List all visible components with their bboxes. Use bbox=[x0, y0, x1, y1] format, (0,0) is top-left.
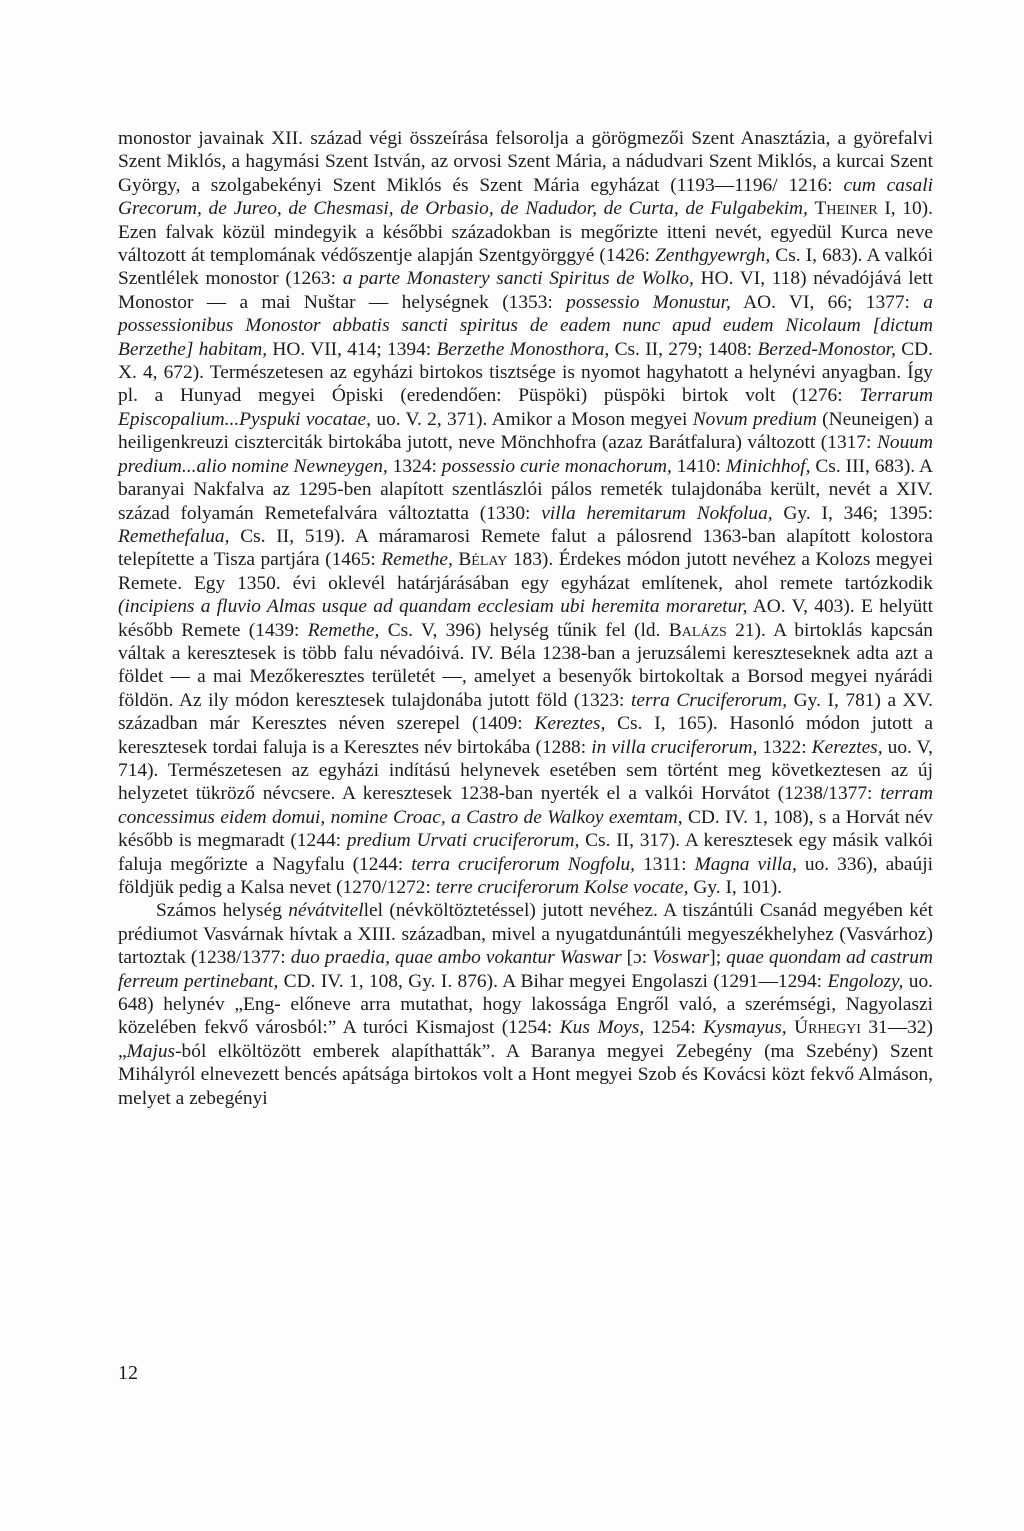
italic-text: Kereztes, bbox=[534, 713, 606, 735]
text-run: (Neuneigen) a heiligenkreuzi ciszterciták birtokába jutott, neve Mönchhofra (azaz Barátfalura) változott (1317: bbox=[118, 408, 933, 454]
text-run: 1322: bbox=[757, 736, 812, 758]
italic-text: predium Urvati cruciferorum, bbox=[346, 830, 580, 852]
text-run: 1254: bbox=[644, 1017, 704, 1039]
text-run: Cs. I, 165). Hasonló módon jutott a keresztesek tordai faluja is a Keresztes név birtokába (1288: bbox=[118, 713, 933, 758]
text-run: ]; bbox=[709, 947, 727, 969]
text-run: Cs. V, 396) helység tűnik fel (ld. bbox=[379, 619, 669, 641]
italic-text: Remethe, bbox=[381, 549, 453, 571]
paragraph bbox=[118, 899, 933, 1110]
text-run: CD. X. 4, 672). Természetesen az egyházi birtokos tisztsége is nyomot hagyhatott a helynévi anyagban. Így pl. a Hunyad megyei Ópiski (eredendően: Püspöki) püspöki birtok volt (1276: bbox=[118, 338, 934, 407]
italic-text: Berzed-Monostor, bbox=[757, 338, 896, 360]
text-run: uo. 648) helynév „Eng- előneve arra mutathat, hogy lakossága Engről való, a szerémségi, Nagyolaszi közelében fekvő városból:” A turóci Kismajost (1254: bbox=[118, 970, 933, 1039]
text-run: Cs. I, 683). A valkói Szentlélek monostor (1263: bbox=[118, 245, 934, 290]
text-run: 183). Érdekes módon jutott nevéhez a Kolozs megyei Remete. Egy 1350. évi oklevél határjárásában egy egyházat említenek, ahol remete tartózkodik bbox=[118, 549, 933, 594]
italic-text: Terrarum Episcopalium...Pyspuki vocatae, bbox=[118, 385, 933, 430]
italic-text: villa heremitarum Nokfolua, bbox=[541, 502, 773, 524]
italic-text: a parte Monastery sancti Spiritus de Wolko, bbox=[342, 268, 694, 290]
italic-text: terra cruciferorum Nogfolu, bbox=[411, 853, 636, 875]
italic-text: duo praedia, quae ambo vokantur Waswar bbox=[290, 947, 622, 969]
italic-text: cum casali Grecorum, de Jureo, de Chesmasi, de Orbasio, de Nadudor, de Curta, de Fulgabekim, bbox=[118, 174, 933, 220]
text-run: CD. IV. 1, 108, Gy. I. 876). A Bihar megyei Engolaszi (1291—1294: bbox=[278, 970, 828, 992]
italic-text: in villa cruciferorum, bbox=[591, 736, 758, 758]
italic-text: terram concessimus eidem domui, nomine Croac, a Castro de Walkoy exemtam, bbox=[118, 783, 933, 828]
text-run: uo. V, 714). Természetesen az egyházi indítású helynevek esetében sem történt meg következtesen az új helyzetet tükröző névcsere. A keresztesek 1238-ban nyerték el a valkói Horvátot (1238/1377: bbox=[118, 736, 933, 805]
text-run: [ɔ: bbox=[621, 947, 653, 969]
text-run: Gy. I, 346; 1395: bbox=[772, 502, 933, 524]
italic-text: terre cruciferorum Kolse vocate, bbox=[435, 877, 689, 898]
text-run: 1324: bbox=[387, 455, 442, 477]
text-run: CD. IV. 1, 108), s a Horvát név később is megmaradt (1244: bbox=[118, 806, 933, 852]
small-caps-text: Theiner bbox=[814, 198, 878, 220]
italic-text: Minichhof, bbox=[725, 455, 811, 477]
italic-text: a possessionibus Monostor abbatis sancti spiritus de eadem nunc apud eudem Nicolaum [dictum Berzethe] habitam, bbox=[118, 291, 933, 360]
small-caps-text: Bélay bbox=[458, 549, 508, 571]
italic-text: Remethe, bbox=[307, 619, 380, 641]
italic-text: Voswar bbox=[652, 947, 710, 969]
italic-text: quae quondam ad castrum ferreum pertinebant, bbox=[118, 947, 934, 992]
italic-text: Remethefalua, bbox=[118, 525, 230, 547]
text-run: uo. 336), abaúji földjük pedig a Kalsa nevet (1270/1272: bbox=[118, 853, 933, 898]
text-run: lel (névköltöztetéssel) jutott nevéhez. A tiszántúli Csanád megyében két prédiumot Vasvárnak hívtak a XIII. században, mivel a nyugatdunántúli megyeszékhelyhez (Vasvárhoz) tartoztak (1238/1377: bbox=[118, 900, 933, 969]
text-run: Cs. II, 519). A máramarosi Remete falut a pálosrend 1363-ban alapított kolostora telepítette a Tisza partjára (1465: bbox=[118, 525, 933, 571]
text-run: AO. VI, 66; 1377: bbox=[730, 291, 924, 313]
italic-text: Zenthgyewrgh, bbox=[655, 245, 771, 267]
italic-text: possessio Monustur, bbox=[566, 291, 731, 313]
body-text bbox=[118, 127, 933, 1110]
small-caps-text: Úrhegyi bbox=[794, 1017, 861, 1039]
small-caps-text: Balázs bbox=[668, 619, 727, 641]
italic-text: Kus Moys, bbox=[559, 1017, 645, 1039]
italic-text: possessio curie monachorum, bbox=[441, 455, 672, 477]
italic-text: Engolozy, bbox=[827, 970, 904, 992]
text-run: Gy. I, 101). bbox=[688, 877, 782, 898]
italic-text: Majus bbox=[126, 1040, 176, 1062]
text-run: AO. V, 403). E helyütt később Remete (1439: bbox=[118, 596, 933, 641]
italic-text: Kereztes, bbox=[811, 736, 883, 758]
text-run: Számos helység bbox=[156, 900, 289, 922]
italic-text: Kysmayus, bbox=[703, 1017, 787, 1039]
text-run: Cs. II, 317). A keresztesek egy másik valkói faluja megőrizte a Nagyfalu (1244: bbox=[118, 830, 933, 875]
text-run bbox=[787, 1017, 794, 1038]
text-run: Gy. I, 781) a XV. században már Keresztes néven szerepel (1409: bbox=[118, 689, 933, 735]
text-run: monostor javainak XII. század végi összeírása felsorolja a görögmezői Szent Anasztázia, a györefalvi Szent Miklós, a hagymási Szent István, az orvosi Szent Mária, a nádudvari Szent Miklós, a kurcai Szent György, a szolgabekényi Szent Miklós és Szent Mária egyházat (1193—1196/ 1216: bbox=[118, 128, 933, 196]
italic-text: (incipiens a fluvio Almas usque ad quandam ecclesiam ubi heremita moraretur, bbox=[118, 596, 748, 618]
page-number: 12 bbox=[118, 1362, 138, 1384]
italic-text: Nouum predium...alio nomine Newneygen, bbox=[118, 432, 933, 477]
italic-text: terra Cruciferorum, bbox=[630, 689, 788, 711]
italic-text: Magna villa, bbox=[694, 853, 797, 875]
text-run: HO. VI, 118) névadójává lett Monostor — a mai Nuštar — helységnek (1353: bbox=[118, 268, 933, 313]
text-run: 21). A birtoklás kapcsán váltak a keresztesek is több falu névadóivá. IV. Béla 1238-ban a jeruzsálemi kereszteseknek adta azt a földet — a mai Mezőkeresztes területét —, amelyet a besenyők birtokoltak a Borsod megyei nyárádi földön. Az ily módon keresztesek tulajdonába jutott föld (1323: bbox=[118, 619, 933, 711]
italic-text: Berzethe Monosthora, bbox=[436, 338, 610, 360]
text-run: I, 10). Ezen falvak közül mindegyik a későbbi századokban is megőrizte itteni nevét, egyedül Kurca neve változott át templomának védőszentje alapján Szentgyörggyé (1426: bbox=[118, 198, 933, 267]
text-run: Cs. III, 683). A baranyai Nakfalva az 1295-ben alapított szentlászlói pálos remeték tulajdonába került, nevét a XIV. század folyamán Remetefalvára változtatta (1330: bbox=[118, 455, 933, 524]
text-run: HO. VII, 414; 1394: bbox=[267, 338, 437, 360]
italic-text: Novum predium bbox=[692, 408, 817, 430]
text-run: -ból elköltözött emberek alapíthatták”. A Baranya megyei Zebegény (ma Szebény) Szent Mihályról elnevezett bencés apátsága birtokos volt a Hont megyei Szob és Kovácsi közt fekvő Almáson, melyet a zebegényi bbox=[118, 1040, 933, 1109]
text-run: 1410: bbox=[671, 455, 726, 477]
text-run: 31—32) „ bbox=[118, 1017, 933, 1062]
text-run: uo. V. 2, 371). Amikor a Moson megyei bbox=[371, 408, 693, 430]
paragraph bbox=[118, 127, 933, 899]
italic-text: névátvitel bbox=[288, 900, 364, 922]
text-run: Cs. II, 279; 1408: bbox=[609, 338, 758, 360]
text-run: 1311: bbox=[635, 853, 695, 875]
